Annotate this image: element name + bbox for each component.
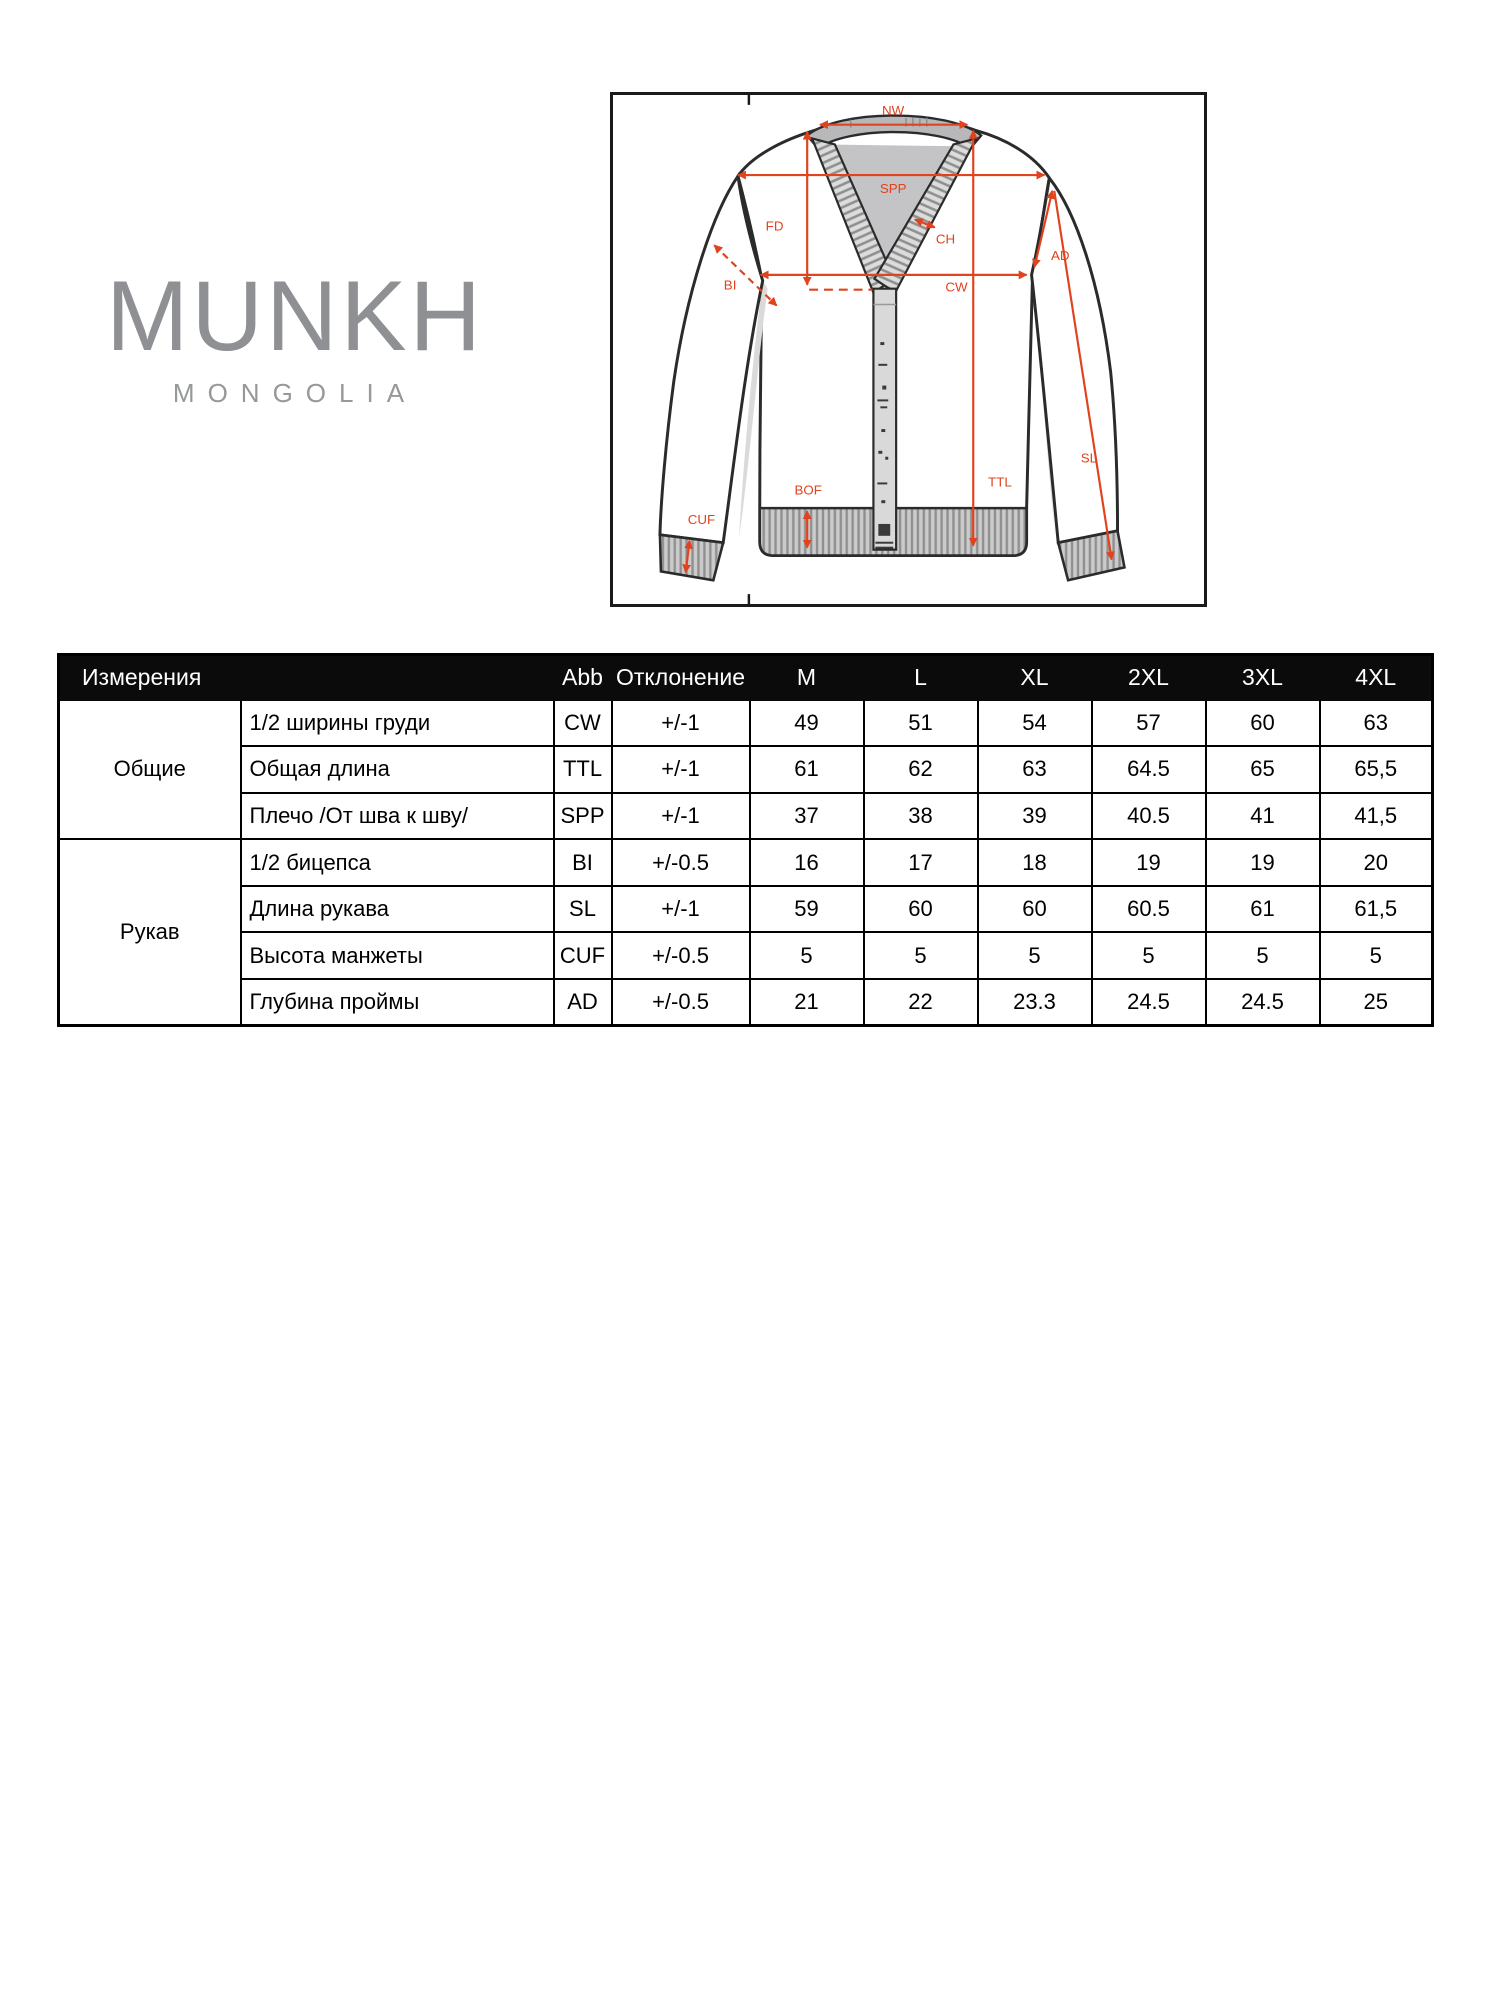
deviation-cell: +/-0.5 — [612, 932, 750, 979]
abb-cell: BI — [554, 839, 612, 886]
value-cell: 19 — [1206, 839, 1320, 886]
table-row — [59, 746, 1433, 793]
header-size-xl: XL — [978, 655, 1092, 700]
header-deviation: Отклонение — [612, 655, 750, 700]
brand-logo — [100, 260, 490, 409]
header-abb: Abb — [554, 655, 612, 700]
label-cuf: CUF — [687, 511, 716, 527]
table-row — [59, 932, 1433, 979]
value-cell: 60 — [1206, 700, 1320, 747]
value-cell: 24.5 — [1206, 979, 1320, 1026]
value-cell: 63 — [978, 746, 1092, 793]
value-cell: 20 — [1320, 839, 1433, 886]
table-row — [59, 793, 1433, 840]
value-cell: 22 — [864, 979, 978, 1026]
value-cell: 5 — [864, 932, 978, 979]
value-cell: 21 — [750, 979, 864, 1026]
group-cell: Рукав — [59, 839, 241, 1025]
value-cell: 62 — [864, 746, 978, 793]
value-cell: 49 — [750, 700, 864, 747]
param-cell: Глубина проймы — [241, 979, 554, 1026]
param-cell: Общая длина — [241, 746, 554, 793]
value-cell: 41 — [1206, 793, 1320, 840]
value-cell: 19 — [1092, 839, 1206, 886]
abb-cell: SPP — [554, 793, 612, 840]
abb-cell: SL — [554, 886, 612, 933]
brand-name: MUNKH — [106, 260, 484, 371]
value-cell: 65 — [1206, 746, 1320, 793]
header-size-2xl: 2XL — [1092, 655, 1206, 700]
value-cell: 65,5 — [1320, 746, 1433, 793]
abb-cell: CW — [554, 700, 612, 747]
label-ad: AD — [1050, 248, 1070, 264]
garment-diagram — [610, 92, 1207, 607]
table-header-row — [59, 655, 1433, 700]
deviation-cell: +/-1 — [612, 886, 750, 933]
value-cell: 16 — [750, 839, 864, 886]
label-cw: CW — [945, 279, 968, 295]
table-row — [59, 979, 1433, 1026]
param-cell: 1/2 бицепса — [241, 839, 554, 886]
param-cell: 1/2 ширины груди — [241, 700, 554, 747]
value-cell: 54 — [978, 700, 1092, 747]
abb-cell: CUF — [554, 932, 612, 979]
label-ttl: TTL — [988, 474, 1012, 490]
header-size-m: M — [750, 655, 864, 700]
abb-cell: TTL — [554, 746, 612, 793]
value-cell: 60.5 — [1092, 886, 1206, 933]
group-cell: Общие — [59, 700, 241, 840]
label-fd: FD — [765, 218, 784, 234]
header-measurements: Измерения — [59, 655, 554, 700]
param-cell: Длина рукава — [241, 886, 554, 933]
param-cell: Высота манжеты — [241, 932, 554, 979]
value-cell: 61 — [750, 746, 864, 793]
param-cell: Плечо /От шва к шву/ — [241, 793, 554, 840]
value-cell: 24.5 — [1092, 979, 1206, 1026]
measurements-table — [57, 653, 1434, 1027]
header-size-l: L — [864, 655, 978, 700]
label-spp: SPP — [879, 180, 907, 196]
deviation-cell: +/-1 — [612, 746, 750, 793]
value-cell: 59 — [750, 886, 864, 933]
label-sl: SL — [1080, 450, 1098, 466]
brand-subtitle: MONGOLIA — [172, 378, 418, 408]
label-nw: NW — [882, 102, 905, 118]
table-row — [59, 700, 1433, 747]
table-row — [59, 886, 1433, 933]
value-cell: 60 — [978, 886, 1092, 933]
deviation-cell: +/-1 — [612, 793, 750, 840]
value-cell: 57 — [1092, 700, 1206, 747]
value-cell: 63 — [1320, 700, 1433, 747]
deviation-cell: +/-0.5 — [612, 979, 750, 1026]
value-cell: 37 — [750, 793, 864, 840]
cardigan-drawing — [613, 95, 1204, 604]
value-cell: 17 — [864, 839, 978, 886]
header-size-3xl: 3XL — [1206, 655, 1320, 700]
value-cell: 41,5 — [1320, 793, 1433, 840]
table-row — [59, 839, 1433, 886]
value-cell: 5 — [1320, 932, 1433, 979]
value-cell: 25 — [1320, 979, 1433, 1026]
abb-cell: AD — [554, 979, 612, 1026]
header-size-4xl: 4XL — [1320, 655, 1433, 700]
value-cell: 64.5 — [1092, 746, 1206, 793]
value-cell: 23.3 — [978, 979, 1092, 1026]
value-cell: 5 — [750, 932, 864, 979]
value-cell: 39 — [978, 793, 1092, 840]
value-cell: 5 — [978, 932, 1092, 979]
value-cell: 61 — [1206, 886, 1320, 933]
deviation-cell: +/-0.5 — [612, 839, 750, 886]
value-cell: 38 — [864, 793, 978, 840]
value-cell: 40.5 — [1092, 793, 1206, 840]
value-cell: 61,5 — [1320, 886, 1433, 933]
value-cell: 51 — [864, 700, 978, 747]
label-bof: BOF — [794, 482, 822, 498]
value-cell: 5 — [1206, 932, 1320, 979]
value-cell: 18 — [978, 839, 1092, 886]
label-ch: CH — [935, 231, 956, 247]
value-cell: 60 — [864, 886, 978, 933]
value-cell: 5 — [1092, 932, 1206, 979]
deviation-cell: +/-1 — [612, 700, 750, 747]
label-bi: BI — [723, 277, 737, 293]
